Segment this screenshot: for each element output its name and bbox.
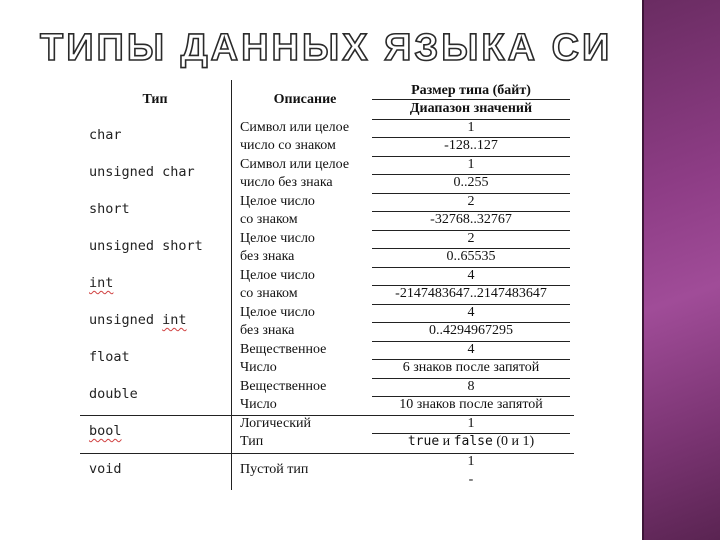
type-name-word: int <box>162 312 187 328</box>
type-name: double <box>89 386 138 402</box>
type-description <box>240 230 370 266</box>
data-types-table <box>80 80 574 490</box>
header-type: Тип <box>142 92 168 107</box>
value-range: 0..255 <box>453 175 489 190</box>
type-description <box>240 415 370 451</box>
row-divider <box>372 99 570 100</box>
type-description <box>240 341 370 377</box>
type-name: float <box>89 349 130 365</box>
header-range: Диапазон значений <box>409 101 533 116</box>
value-range: 0..4294967295 <box>429 323 513 338</box>
description-line: без знака <box>240 249 295 264</box>
description-line: Целое число <box>240 268 315 283</box>
header-description: Описание <box>273 92 337 107</box>
type-name <box>89 312 187 328</box>
description-line: Вещественное <box>240 342 327 357</box>
type-description <box>240 156 370 192</box>
type-name: unsigned short <box>89 238 203 254</box>
range-true: true <box>407 434 440 449</box>
description-line: число со знаком <box>240 138 336 153</box>
description-line: со знаком <box>240 212 298 227</box>
type-description <box>240 119 370 155</box>
value-range: 10 знаков после запятой <box>399 397 543 412</box>
description-line: Целое число <box>240 231 315 246</box>
description-line: Вещественное <box>240 379 327 394</box>
description-line: число без знака <box>240 175 333 190</box>
type-size: 4 <box>467 268 475 283</box>
description-line: Число <box>240 360 277 375</box>
value-range: - <box>468 472 474 487</box>
decorative-side-panel <box>642 0 720 540</box>
type-size: 8 <box>467 379 475 394</box>
type-size: 2 <box>467 194 475 209</box>
description-line: Тип <box>240 434 264 449</box>
value-range: -128..127 <box>444 138 498 153</box>
range-mid: и <box>439 434 454 449</box>
value-range <box>372 433 570 451</box>
type-name: char <box>89 127 122 143</box>
description-line: Логический <box>240 416 311 431</box>
type-description <box>240 193 370 229</box>
type-name: bool <box>89 423 122 439</box>
type-size: 1 <box>467 157 475 172</box>
type-description <box>240 461 370 479</box>
description-line: Символ или целое <box>240 157 350 172</box>
range-false: false <box>453 434 493 449</box>
value-range: 0..65535 <box>446 249 496 264</box>
type-description <box>240 378 370 414</box>
type-description <box>240 304 370 340</box>
type-name: int <box>89 275 114 291</box>
type-size: 1 <box>467 120 475 135</box>
type-name-prefix: unsigned <box>89 312 163 328</box>
type-name: unsigned char <box>89 164 195 180</box>
type-size: 4 <box>467 342 475 357</box>
value-range: -2147483647..2147483647 <box>395 286 547 301</box>
type-size: 4 <box>467 305 475 320</box>
description-line: Целое число <box>240 305 315 320</box>
description-line: Целое число <box>240 194 315 209</box>
description-line: без знака <box>240 323 295 338</box>
range-tail: (0 и 1) <box>492 434 535 449</box>
type-name: void <box>89 461 122 477</box>
type-description <box>240 267 370 303</box>
description-line: Символ или целое <box>240 120 350 135</box>
type-size: 1 <box>467 454 475 469</box>
type-size: 2 <box>467 231 475 246</box>
value-range: -32768..32767 <box>430 212 512 227</box>
column-separator <box>231 80 232 490</box>
page-title: ТИПЫ ДАННЫХ ЯЗЫКА СИ <box>40 27 613 69</box>
description-line: Число <box>240 397 277 412</box>
description-line: Пустой тип <box>240 462 309 477</box>
type-size: 1 <box>467 416 475 431</box>
type-name: short <box>89 201 130 217</box>
description-line: со знаком <box>240 286 298 301</box>
value-range: 6 знаков после запятой <box>402 360 540 375</box>
header-size: Размер типа (байт) <box>411 83 531 98</box>
